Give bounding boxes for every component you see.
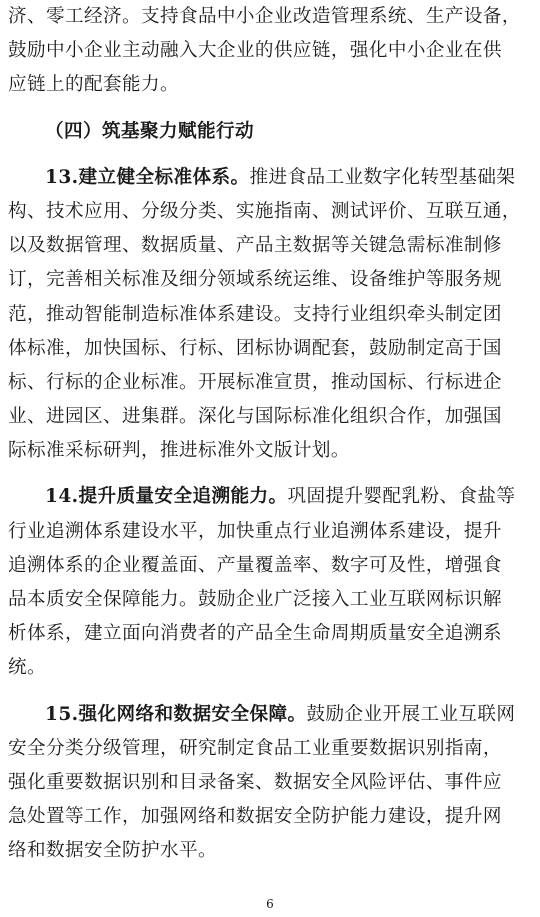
text-line: 济、零工经济。支持食品中小企业改造管理系统、生产设备， <box>8 6 521 27</box>
item-14-paragraph <box>8 480 532 685</box>
text-line: 追溯体系的企业覆盖面、产量覆盖率、数字可及性，增强食 <box>8 554 502 576</box>
text-line: 际标准采标研判，推进标准外文版计划。 <box>8 440 350 462</box>
text-line: 业、进园区、进集群。深化与国际标准化组织合作，加强国 <box>8 406 502 428</box>
paragraph-first-line <box>8 480 532 514</box>
item-15-paragraph <box>8 698 532 869</box>
text-line: 应链上的配套能力。 <box>8 74 179 96</box>
text-line: 标、行标的企业标准。开展标准宣贯，推动国标、行标进企 <box>8 371 502 393</box>
document-body <box>8 0 532 869</box>
page-number: 6 <box>266 897 274 911</box>
text-line: 品本质安全保障能力。鼓励企业广泛接入工业互联网标识解 <box>8 589 502 610</box>
text-line: 以及数据管理、数据质量、产品主数据等关键急需标准制修 <box>8 235 502 257</box>
item-text: 推进食品工业数字化转型基础架 <box>249 166 516 188</box>
paragraph-first-line <box>8 698 532 732</box>
text-line: 安全分类分级管理，研究制定食品工业重要数据识别指南， <box>8 737 502 759</box>
item-13-paragraph <box>8 161 532 469</box>
text-line: 络和数据安全防护水平。 <box>8 840 217 862</box>
paragraph-gap <box>8 149 532 161</box>
text-line: 行业追溯体系建设水平，加快重点行业追溯体系建设，提升 <box>8 520 502 542</box>
paragraph-gap <box>8 468 532 480</box>
intro-paragraph <box>8 0 532 103</box>
text-line: 范，推动智能制造标准体系建设。支持行业组织牵头制定团 <box>8 303 502 325</box>
text-line: 构、技术应用、分级分类、实施指南、测试评价、互联互通， <box>8 200 521 222</box>
paragraph-gap <box>8 103 532 115</box>
paragraph-gap <box>8 686 532 698</box>
text-line: 强化重要数据识别和目录备案、数据安全风险评估、事件应 <box>8 771 502 793</box>
section-title: （四）筑基聚力赋能行动 <box>45 120 254 142</box>
text-line: 统。 <box>8 657 46 679</box>
text-line: 析体系，建立面向消费者的产品全生命周期质量安全追溯系 <box>8 623 502 645</box>
item-heading: 15.强化网络和数据安全保障。 <box>45 703 307 725</box>
text-line: 体标准，加快国标、行标、团标协调配套，鼓励制定高于国 <box>8 337 502 359</box>
item-text: 巩固提升婴配乳粉、食盐等 <box>287 486 516 508</box>
item-text: 鼓励企业开展工业互联网 <box>306 703 516 725</box>
text-line: 订，完善相关标准及细分领域系统运维、设备维护等服务规 <box>8 269 502 291</box>
item-heading: 14.提升质量安全追溯能力。 <box>45 486 288 508</box>
text-line: 鼓励中小企业主动融入大企业的供应链，强化中小企业在供 <box>8 40 502 62</box>
item-heading: 13.建立健全标准体系。 <box>45 166 250 188</box>
paragraph-first-line <box>8 161 532 195</box>
text-line: 急处置等工作，加强网络和数据安全防护能力建设，提升网 <box>8 806 502 828</box>
